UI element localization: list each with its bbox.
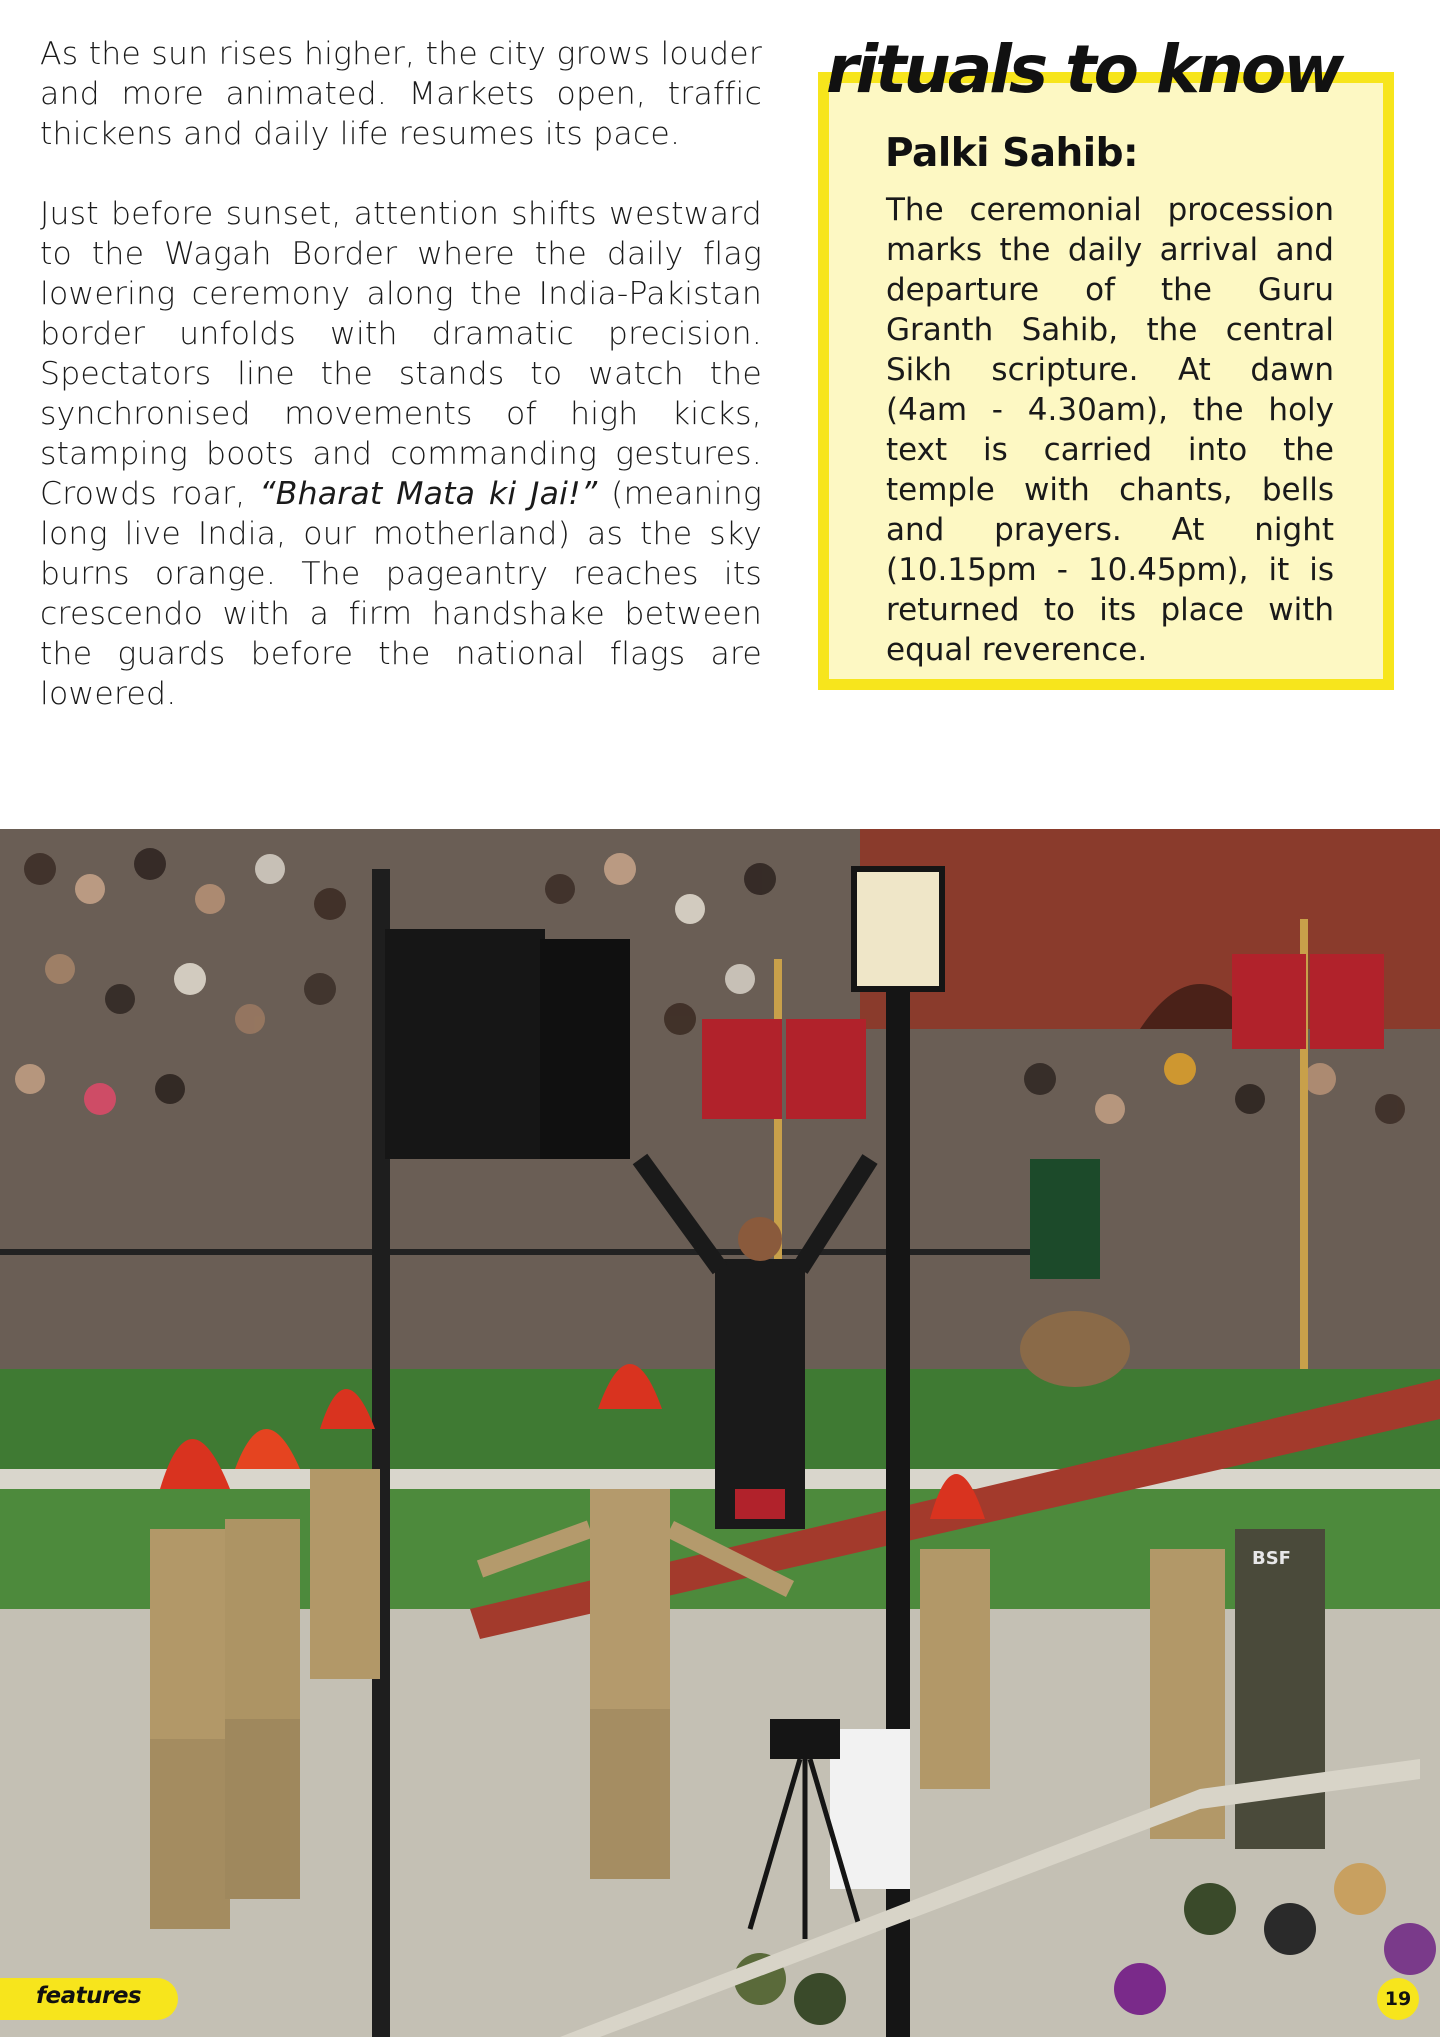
ranger-head xyxy=(738,1217,782,1261)
bsf-commando-label: BSF xyxy=(1252,1548,1291,1569)
bsf-guard-left-2-legs xyxy=(225,1719,300,1899)
ranger-sash xyxy=(735,1489,785,1519)
article-paragraph-2-part-1: Just before sunset, attention shifts westward to the Wagah Border where the daily flag lowering ceremony along the India-Pakistan border unfolds with dramatic precision. Spectators line the stands to watch the synchronised movements of high kicks, stamping boots and commanding gestures. Crowds roar, xyxy=(40,196,762,512)
banner-centre-left xyxy=(702,1019,782,1119)
bsf-guard-centre-legs xyxy=(590,1709,670,1879)
sidebar-heading: Palki Sahib: xyxy=(885,131,1139,176)
drum xyxy=(1020,1311,1130,1387)
bsf-guard-centre xyxy=(590,1489,670,1709)
wagah-ceremony-photo xyxy=(0,829,1440,2037)
bsf-guard-left-2 xyxy=(225,1519,300,1719)
article-paragraph-2-part-2: (meaning long live India, our motherland) as the sky burns orange. The pageantry reaches its crescendo with a firm handshake between the guards before the national flags are lowered. xyxy=(40,476,762,712)
banner-right-right xyxy=(1310,954,1384,1049)
article-quote: “Bharat Mata ki Jai!” xyxy=(259,476,598,512)
article-text xyxy=(40,34,762,714)
sidebar-title: rituals to know xyxy=(826,31,1342,108)
banner-right-left xyxy=(1232,954,1306,1049)
pakistan-ranger xyxy=(715,1259,805,1529)
bsf-guard-left-3 xyxy=(310,1469,380,1679)
article-paragraph-2 xyxy=(40,194,762,714)
bsf-guard-right-1 xyxy=(920,1549,990,1789)
drummer xyxy=(1030,1159,1100,1279)
section-tag-label: features xyxy=(36,1983,142,2009)
photo-illustration xyxy=(0,829,1440,2037)
article-paragraph-1: As the sun rises higher, the city grows louder and more animated. Markets open, traffic thickens and daily life resumes its pace. xyxy=(40,36,762,152)
lamp-lantern xyxy=(854,869,942,989)
bsf-guard-left-1 xyxy=(150,1529,230,1739)
video-camera xyxy=(770,1719,840,1759)
fence-rail xyxy=(0,1249,1100,1255)
section-tag xyxy=(0,1978,178,2020)
speaker-left xyxy=(385,929,545,1159)
banner-centre-right xyxy=(786,1019,866,1119)
page-number: 19 xyxy=(1377,1978,1419,2020)
bsf-guard-left-1-legs xyxy=(150,1739,230,1929)
speaker-right xyxy=(540,939,630,1159)
sidebar-body: The ceremonial procession marks the daily arrival and departure of the Guru Granth Sahib, the central Sikh scripture. At dawn (4am - 4.30am), the holy text is carried into the temple with chants, bells and prayers. At night (10.15pm - 10.45pm), it is returned to its place with equal reverence. xyxy=(886,192,1334,668)
